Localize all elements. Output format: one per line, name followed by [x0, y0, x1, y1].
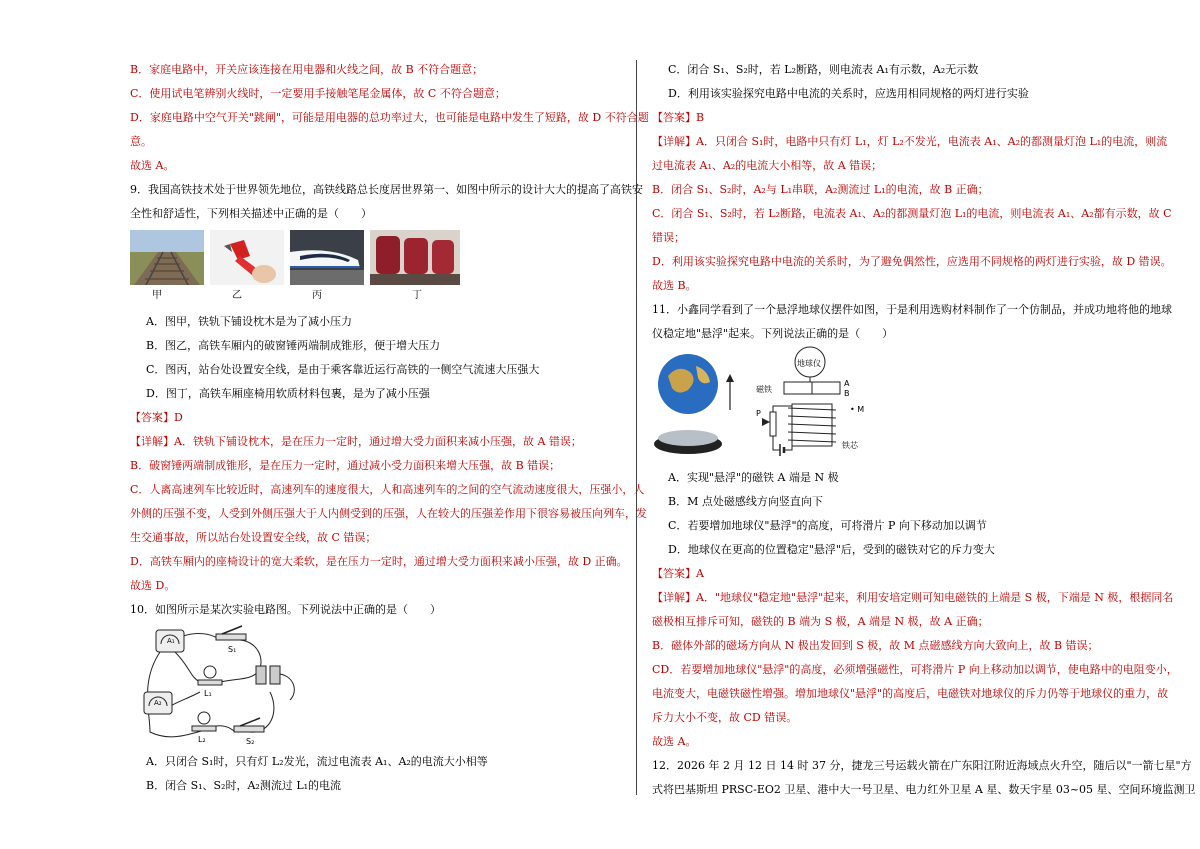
q10-option-c: C．闭合 S₁、S₂时，若 L₂断路，则电流表 A₁有示数，A₂无示数: [668, 63, 979, 76]
q9-option-c: C．图丙，站台处设置安全线，是由于乘客靠近运行高铁的一侧空气流速大压强大: [146, 363, 540, 376]
caption-ding: 丁: [412, 290, 422, 301]
q11-conclusion: 故选 A。: [652, 735, 697, 748]
q12-stem-line1: 12．2026 年 2 月 12 日 14 时 37 分，捷龙三号运载火箭在广东阳江附近海域点火升空，随后以"一箭七星"方: [652, 759, 1192, 772]
q9-conclusion: 故选 D。: [130, 579, 176, 592]
q11-explain-cd-cont2: 斥力大小不变，故 CD 错误。: [652, 711, 798, 724]
magnet-label: 磁铁: [756, 385, 772, 394]
q9-option-a: A．图甲，铁轨下铺设枕木是为了减小压力: [146, 315, 352, 328]
ammeter-a1-label: A₁: [167, 637, 175, 645]
caption-yi: 乙: [232, 290, 242, 301]
q11-option-b: B．M 点处磁感线方向竖直向下: [668, 495, 823, 508]
q9-explain-c-cont2: 生交通事故，所以站台处设置安全线，故 C 错误；: [130, 531, 377, 544]
prev-explain-d-cont: 意。: [130, 135, 152, 148]
q12-stem-line2: 式将巴基斯坦 PRSC-EO2 卫星、港中大一号卫星、电力红外卫星 A 星、数天宇星 03~05 星、空间环境监测卫: [652, 783, 1196, 796]
emergency-hammer-photo: [210, 230, 284, 285]
circuit-diagram: [130, 622, 310, 748]
q11-figure: [652, 346, 1144, 466]
q9-explain-d: D．高铁车厢内的座椅设计的宽大柔软，是在压力一定时，通过增大受力面积来减小压强，故 D 正确。: [130, 555, 628, 568]
q10-explain-b: B．闭合 S₁、S₂时，A₂与 L₁串联，A₂测流过 L₁的电流，故 B 正确；: [652, 183, 989, 196]
switch-s2-label: S₂: [246, 737, 255, 746]
q9-option-b: B．图乙，高铁车厢内的破窗锤两端制成锥形，便于增大压力: [146, 339, 441, 352]
column-divider: [636, 60, 637, 795]
q10-explain-a: 【详解】A．只闭合 S₁时，电路中只有灯 L₁，灯 L₂不发光，电流表 A₁、A₂的都测量灯泡 L₁的电流，则流: [652, 135, 1168, 148]
q11-explain-cd: CD．若要增加地球仪"悬浮"的高度，必须增强磁性，可将滑片 P 向上移动加以调节，使电路中的电阻变小，: [652, 663, 1178, 676]
magnet-end-a: A: [844, 379, 850, 388]
q11-explain-a-cont: 磁极相互排斥可知，磁铁的 B 端为 S 极，A 端是 N 极，故 A 正确；: [652, 615, 989, 628]
caption-bing: 丙: [312, 290, 322, 301]
bulb-l2-label: L₂: [198, 735, 206, 744]
left-column: [130, 58, 649, 798]
q11-answer: 【答案】A: [652, 567, 704, 580]
q11-option-a: A．实现"悬浮"的磁铁 A 端是 N 极: [668, 471, 839, 484]
q11-stem-line2: 仪稳定地"悬浮"起来。下列说法正确的是（ ）: [652, 327, 894, 340]
q9-option-d: D．图丁，高铁车厢座椅用软质材料包裹，是为了减小压强: [146, 387, 430, 400]
q9-figure: [130, 230, 630, 310]
bulb-l1-label: L₁: [204, 689, 212, 698]
q9-stem-line2: 全性和舒适性，下列相关描述中正确的是（ ）: [130, 207, 372, 220]
q11-explain-b: B．磁体外部的磁场方向从 N 极出发回到 S 极，故 M 点磁感线方向大致向上，故 B 错误；: [652, 639, 1099, 652]
q10-stem: 10．如图所示是某次实验电路图。下列说法中正确的是（ ）: [130, 603, 441, 616]
q9-explain-c-cont1: 外侧的压强不变，人受到外侧压强大于人内侧受到的压强，人在较大的压强差作用下很容易被压向列车，发: [130, 507, 647, 520]
q10-circuit-figure: [130, 622, 630, 750]
q9-explain-b: B．破窗锤两端制成锥形，是在压力一定时，通过减小受力面积来增大压强，故 B 错误；: [130, 459, 561, 472]
q10-explain-c-cont: 错误；: [652, 231, 685, 244]
right-column: [652, 58, 1196, 802]
caption-jia: 甲: [152, 290, 162, 301]
iron-core-label: 铁芯: [842, 441, 858, 450]
railway-track-photo: [130, 230, 204, 285]
q11-option-d: D．地球仪在更高的位置稳定"悬浮"后，受到的磁铁对它的斥力变大: [668, 543, 995, 556]
train-seats-photo: [370, 230, 460, 285]
high-speed-train-photo: [290, 230, 364, 285]
q11-stem-line1: 11．小鑫同学看到了一个悬浮地球仪摆件如图，于是利用选购材料制作了一个仿制品，并成功地将他的地球: [652, 303, 1172, 316]
q10-explain-c: C．闭合 S₁、S₂时，若 L₂断路，电流表 A₁、A₂的都测量灯泡 L₁的电流，则电流表 A₁、A₂都有示数，故 C: [652, 207, 1172, 220]
prev-explain-c: C．使用试电笔辨别火线时，一定要用手接触笔尾金属体，故 C 不符合题意；: [130, 87, 506, 100]
q11-explain-a: 【详解】A．"地球仪"稳定地"悬浮"起来，利用安培定则可知电磁铁的上端是 S 极，下端是 N 极，根据同名: [652, 591, 1174, 604]
globe-label: 地球仪: [797, 359, 821, 368]
point-m-label: • M: [850, 405, 865, 414]
q10-explain-d: D．利用该实验探究电路中电流的关系时，为了避免偶然性，应选用不同规格的两灯进行实验，故 D 错误。: [652, 255, 1172, 268]
q9-answer: 【答案】D: [130, 411, 183, 424]
ammeter-a2-label: A₂: [154, 699, 162, 707]
q10-answer: 【答案】B: [652, 111, 705, 124]
slider-p-label: P: [756, 409, 761, 418]
q10-option-d: D．利用该实验探究电路中电流的关系时，应选用相同规格的两灯进行实验: [668, 87, 1029, 100]
magnet-end-b: B: [844, 389, 850, 398]
q10-conclusion: 故选 B。: [652, 279, 697, 292]
q11-explain-cd-cont1: 电流变大，电磁铁磁性增强。增加地球仪"悬浮"的高度后，电磁铁对地球仪的斥力仍等于地球仪的重力，故: [652, 687, 1169, 700]
prev-explain-d: D．家庭电路中空气开关"跳闸"，可能是用电器的总功率过大，也可能是电路中发生了短路，故 D 不符合题: [130, 111, 649, 124]
levitating-globe-diagram: [652, 346, 892, 464]
q10-explain-a-cont: 过电流表 A₁、A₂的电流大小相等，故 A 错误；: [652, 159, 883, 172]
prev-conclusion: 故选 A。: [130, 159, 175, 172]
prev-explain-b: B．家庭电路中，开关应该连接在用电器和火线之间，故 B 不符合题意；: [130, 63, 484, 76]
q9-explain-c: C．人离高速列车比较近时，高速列车的速度很大，人和高速列车的之间的空气流动速度很大，压强小，人: [130, 483, 645, 496]
q10-option-a: A．只闭合 S₁时，只有灯 L₂发光，流过电流表 A₁、A₂的电流大小相等: [146, 755, 488, 768]
switch-s1-label: S₁: [228, 645, 237, 654]
q9-explain-a: 【详解】A．铁轨下铺设枕木，是在压力一定时，通过增大受力面积来减小压强，故 A 错误；: [130, 435, 582, 448]
q11-option-c: C．若要增加地球仪"悬浮"的高度，可将滑片 P 向下移动加以调节: [668, 519, 987, 532]
q10-option-b: B．闭合 S₁、S₂时，A₂测流过 L₁的电流: [146, 779, 342, 792]
q9-stem-line1: 9．我国高铁技术处于世界领先地位，高铁线路总长度居世界第一、如图中所示的设计大大的提高了高铁安: [130, 183, 643, 196]
